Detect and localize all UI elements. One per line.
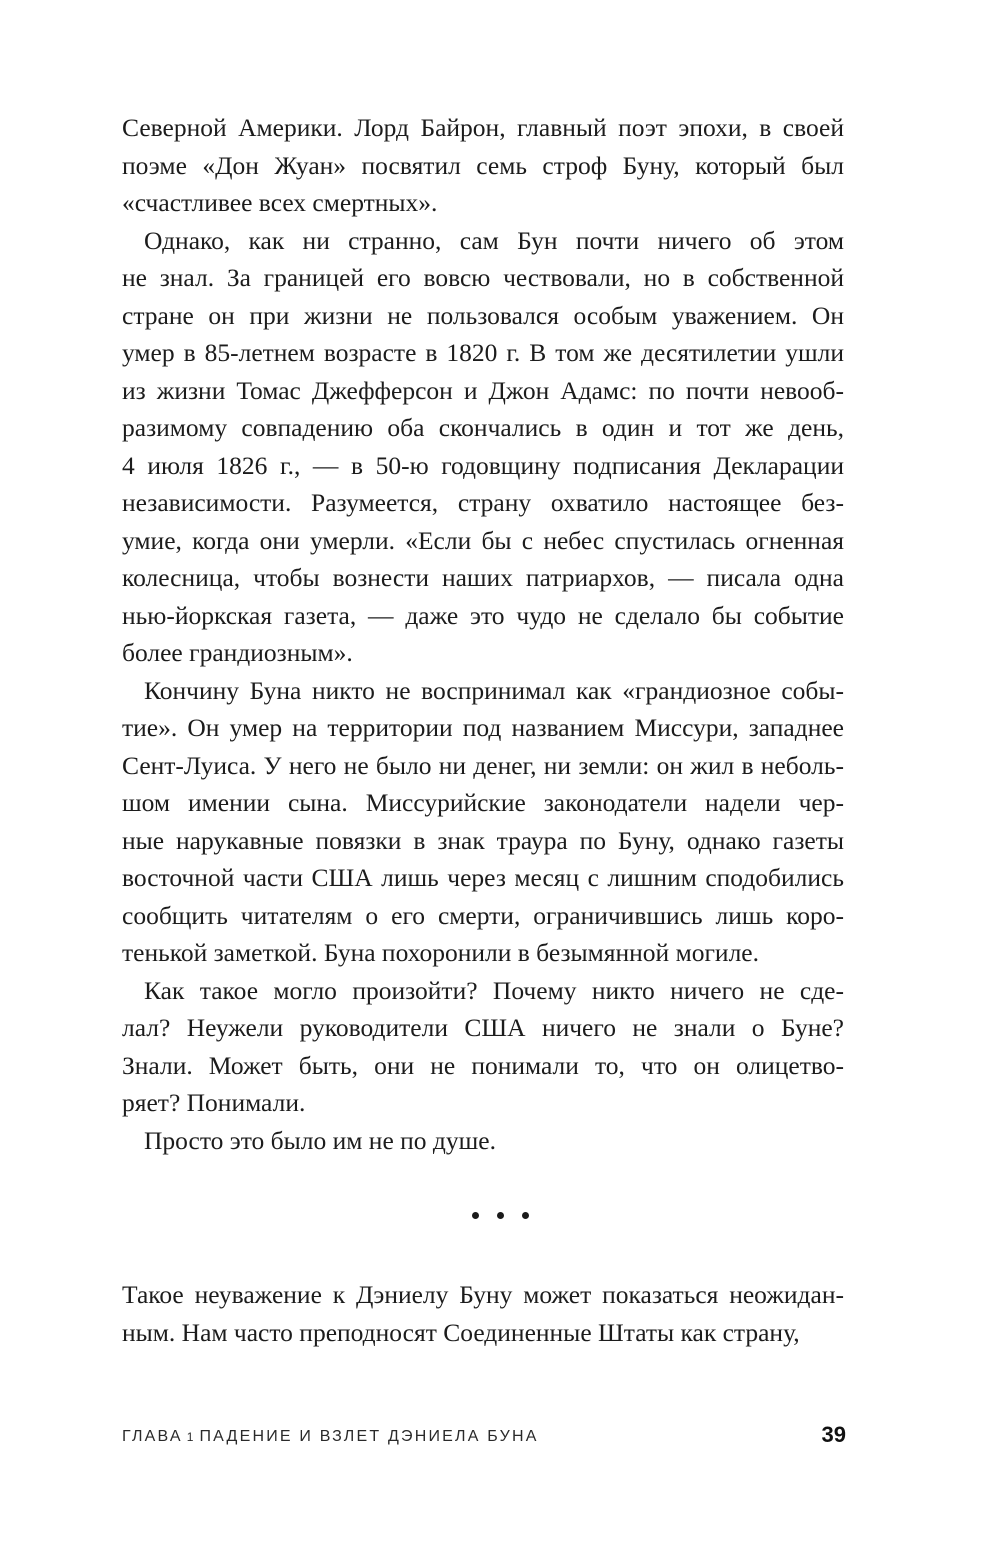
text-line: нью-йоркская газета, — даже это чудо не сделало бы событие (122, 600, 844, 630)
body-text-top (122, 109, 844, 1159)
text-line: из жизни Томас Джефферсон и Джон Адамс: по почти невооб- (122, 375, 844, 405)
section-separator (0, 1212, 1000, 1219)
text-line: ным. Нам часто преподносят Соединенные Штаты как страну, (122, 1317, 800, 1347)
paragraph (122, 1276, 844, 1351)
page-footer (122, 1422, 844, 1452)
text-line: не знал. За границей его вовсю чествовали, но в собственной (122, 263, 844, 292)
text-line: тие». Он умер на территории под названием Миссури, западнее (122, 713, 844, 742)
text-line: Как такое могло произойти? Почему никто ничего не сде- (144, 975, 844, 1005)
text-line: лал? Неужели руководители США ничего не знали о Буне? (122, 1013, 844, 1042)
chapter-label: ГЛАВА (122, 1428, 183, 1445)
text-line: шом имении сына. Миссурийские законодатели надели чер- (122, 788, 844, 817)
text-line: тенькой заметкой. Буна похоронили в безымянной могиле. (122, 938, 759, 967)
page-number: 39 (821, 1422, 846, 1447)
text-line: Северной Америки. Лорд Байрон, главный поэт эпохи, в своей (122, 113, 844, 142)
paragraph (122, 672, 844, 972)
text-line: Однако, как ни странно, сам Бун почти ничего об этом (144, 225, 844, 255)
text-line: колесница, чтобы вознести наших патриархов, — писала одна (122, 563, 844, 592)
text-line: более грандиозным». (122, 638, 353, 667)
separator-dot (497, 1212, 504, 1219)
chapter-title: ПАДЕНИЕ И ВЗЛЕТ ДЭНИЕЛА БУНА (199, 1428, 539, 1445)
text-line: ные нарукавные повязки в знак траура по Буну, однако газеты (122, 825, 844, 855)
paragraph (122, 972, 844, 1122)
body-text-bottom (122, 1276, 844, 1351)
separator-dot (472, 1212, 479, 1219)
text-line: «счастливее всех смертных». (122, 188, 438, 217)
text-line: Кончину Буна никто не воспринимал как «грандиозное собы- (144, 675, 844, 705)
text-line: стране он при жизни не пользовался особым уважением. Он (122, 300, 844, 330)
text-line: Сент-Луиса. У него не было ни денег, ни земли: он жил в неболь- (122, 750, 844, 780)
text-line: сообщить читателям о его смерти, ограничившись лишь коро- (122, 900, 844, 930)
text-line: Такое неуважение к Дэниелу Буну может показаться неожидан- (122, 1280, 844, 1309)
text-line: умие, когда они умерли. «Если бы с небес спустилась огненная (122, 525, 844, 555)
chapter-number: 1 (186, 1430, 194, 1444)
text-line: разимому совпадению оба скончались в один и тот же день, (122, 413, 844, 442)
separator-dot (522, 1212, 529, 1219)
text-line: поэме «Дон Жуан» посвятил семь строф Буну, который был (122, 150, 844, 180)
text-line: ряет? Понимали. (122, 1088, 306, 1117)
running-head (122, 1428, 539, 1446)
text-line: умер в 85-летнем возрасте в 1820 г. В том же десятилетии ушли (122, 338, 844, 367)
text-line: независимости. Разумеется, страну охватило настоящее без- (122, 488, 844, 517)
text-line: восточной части США лишь через месяц с лишним сподобились (122, 863, 844, 892)
text-line: Просто это было им не по душе. (144, 1125, 496, 1155)
text-line: 4 июля 1826 г., — в 50-ю годовщину подписания Декларации (122, 450, 844, 480)
paragraph (122, 222, 844, 672)
paragraph (122, 109, 844, 222)
text-line: Знали. Может быть, они не понимали то, что он олицетво- (122, 1050, 844, 1080)
paragraph (122, 1122, 844, 1160)
